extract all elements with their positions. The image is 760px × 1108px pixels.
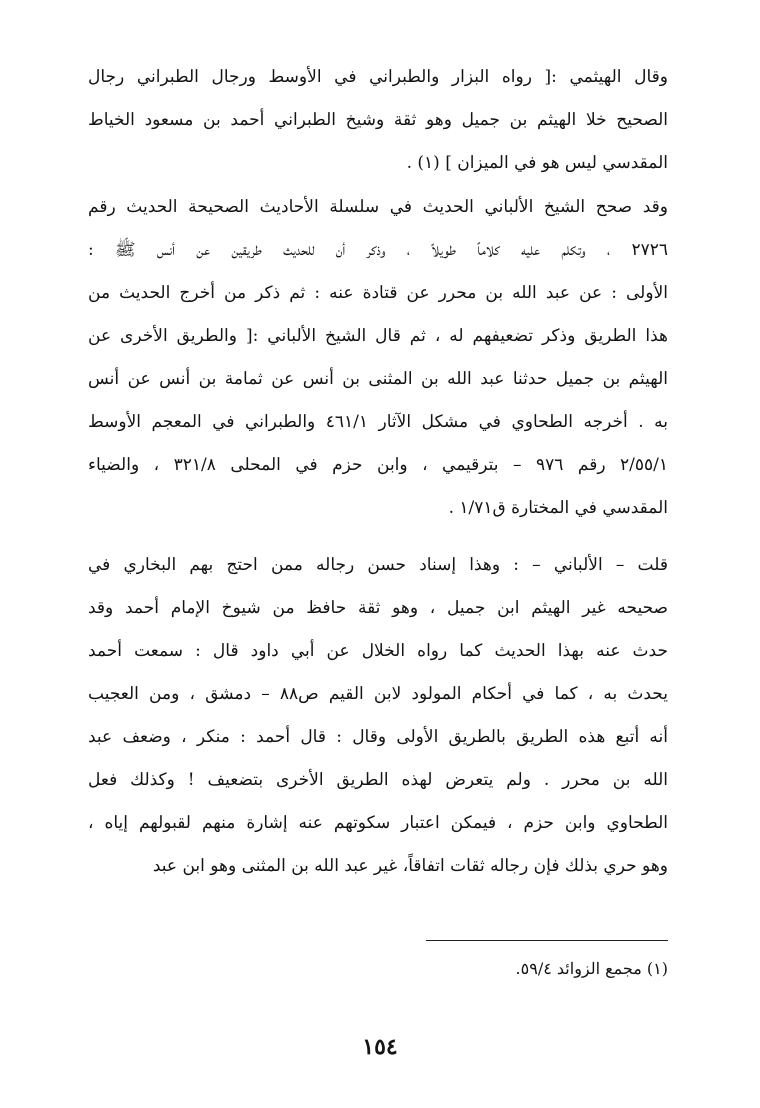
text-line: الطحاوي وابن حزم ، فيمكن اعتبار سكوتهم عنه إشارة منهم لقبولهم إياه ، [88, 813, 668, 833]
text-line: الأولى : عن عبد الله بن محرر عن قتادة عنه : ثم ذكر من أخرج الحديث من [88, 283, 668, 303]
text-line: ٢٧٢٦ ، وتكلم عليه كلاماً طويلاً ، وذكر أن للحديث طريقين عن أنس ﷺ : [88, 240, 668, 260]
paragraph-albani-authentication [88, 186, 668, 530]
text-line: وهو حري بذلك فإن رجاله ثقات اتفاقاً، غير عبد الله بن المثنى وهو ابن عبد [152, 856, 668, 876]
text-line: وقد صحح الشيخ الألباني الحديث في سلسلة الأحاديث الصحيحة الحديث رقم [88, 197, 668, 217]
text-line: المقدسي في المختارة ق١/٧١ . [448, 498, 668, 518]
text-line: حدث عنه بهذا الحديث كما رواه الخلال عن أبي داود قال : سمعت أحمد [88, 641, 668, 661]
text-line: ٢/٥٥/١ رقم ٩٧٦ – بترقيمي ، وابن حزم في المحلى ٣٢١/٨ ، والضياء [88, 455, 668, 475]
text-line: الله بن محرر . ولم يتعرض لهذه الطريق الأخرى بتضعيف ! وكذلك فعل [88, 770, 668, 790]
text-line: يحدث به ، كما في أحكام المولود لابن القيم ص٨٨ – دمشق ، ومن العجيب [88, 684, 669, 704]
text-line: أنه أتبع هذه الطريق بالطريق الأولى وقال : قال أحمد : منكر ، وضعف عبد [88, 727, 668, 747]
text-line: الهيثم بن جميل حدثنا عبد الله بن المثنى بن أنس عن ثمامة بن أنس عن أنس [88, 369, 668, 389]
text-line: هذا الطريق وذكر تضعيفهم له ، ثم قال الشيخ الألباني :[ والطريق الأخرى عن [88, 326, 668, 346]
footnote: (١) مجمع الزوائد ٥٩/٤. [515, 959, 668, 978]
page-number: ١٥٤ [362, 1034, 398, 1060]
footnote-separator [426, 940, 668, 941]
paragraph-haythami-quote [88, 56, 668, 185]
text-line: وقال الهيثمي :[ رواه البزار والطبراني في الأوسط ورجال الطبراني رجال [88, 67, 668, 87]
paragraph-author-commentary [88, 544, 668, 888]
text-line: قلت – الألباني – : وهذا إسناد حسن رجاله ممن احتج بهم البخاري في [88, 555, 668, 575]
text-line: صحيحه غير الهيثم ابن جميل ، وهو ثقة حافظ من شيوخ الإمام أحمد وقد [88, 598, 668, 618]
text-line: المقدسي ليس هو في الميزان ] (١) . [406, 153, 668, 173]
text-line: به . أخرجه الطحاوي في مشكل الآثار ٤٦١/١ والطبراني في المعجم الأوسط [88, 412, 668, 432]
text-line: الصحيح خلا الهيثم بن جميل وهو ثقة وشيخ الطبراني أحمد بن مسعود الخياط [88, 110, 668, 130]
